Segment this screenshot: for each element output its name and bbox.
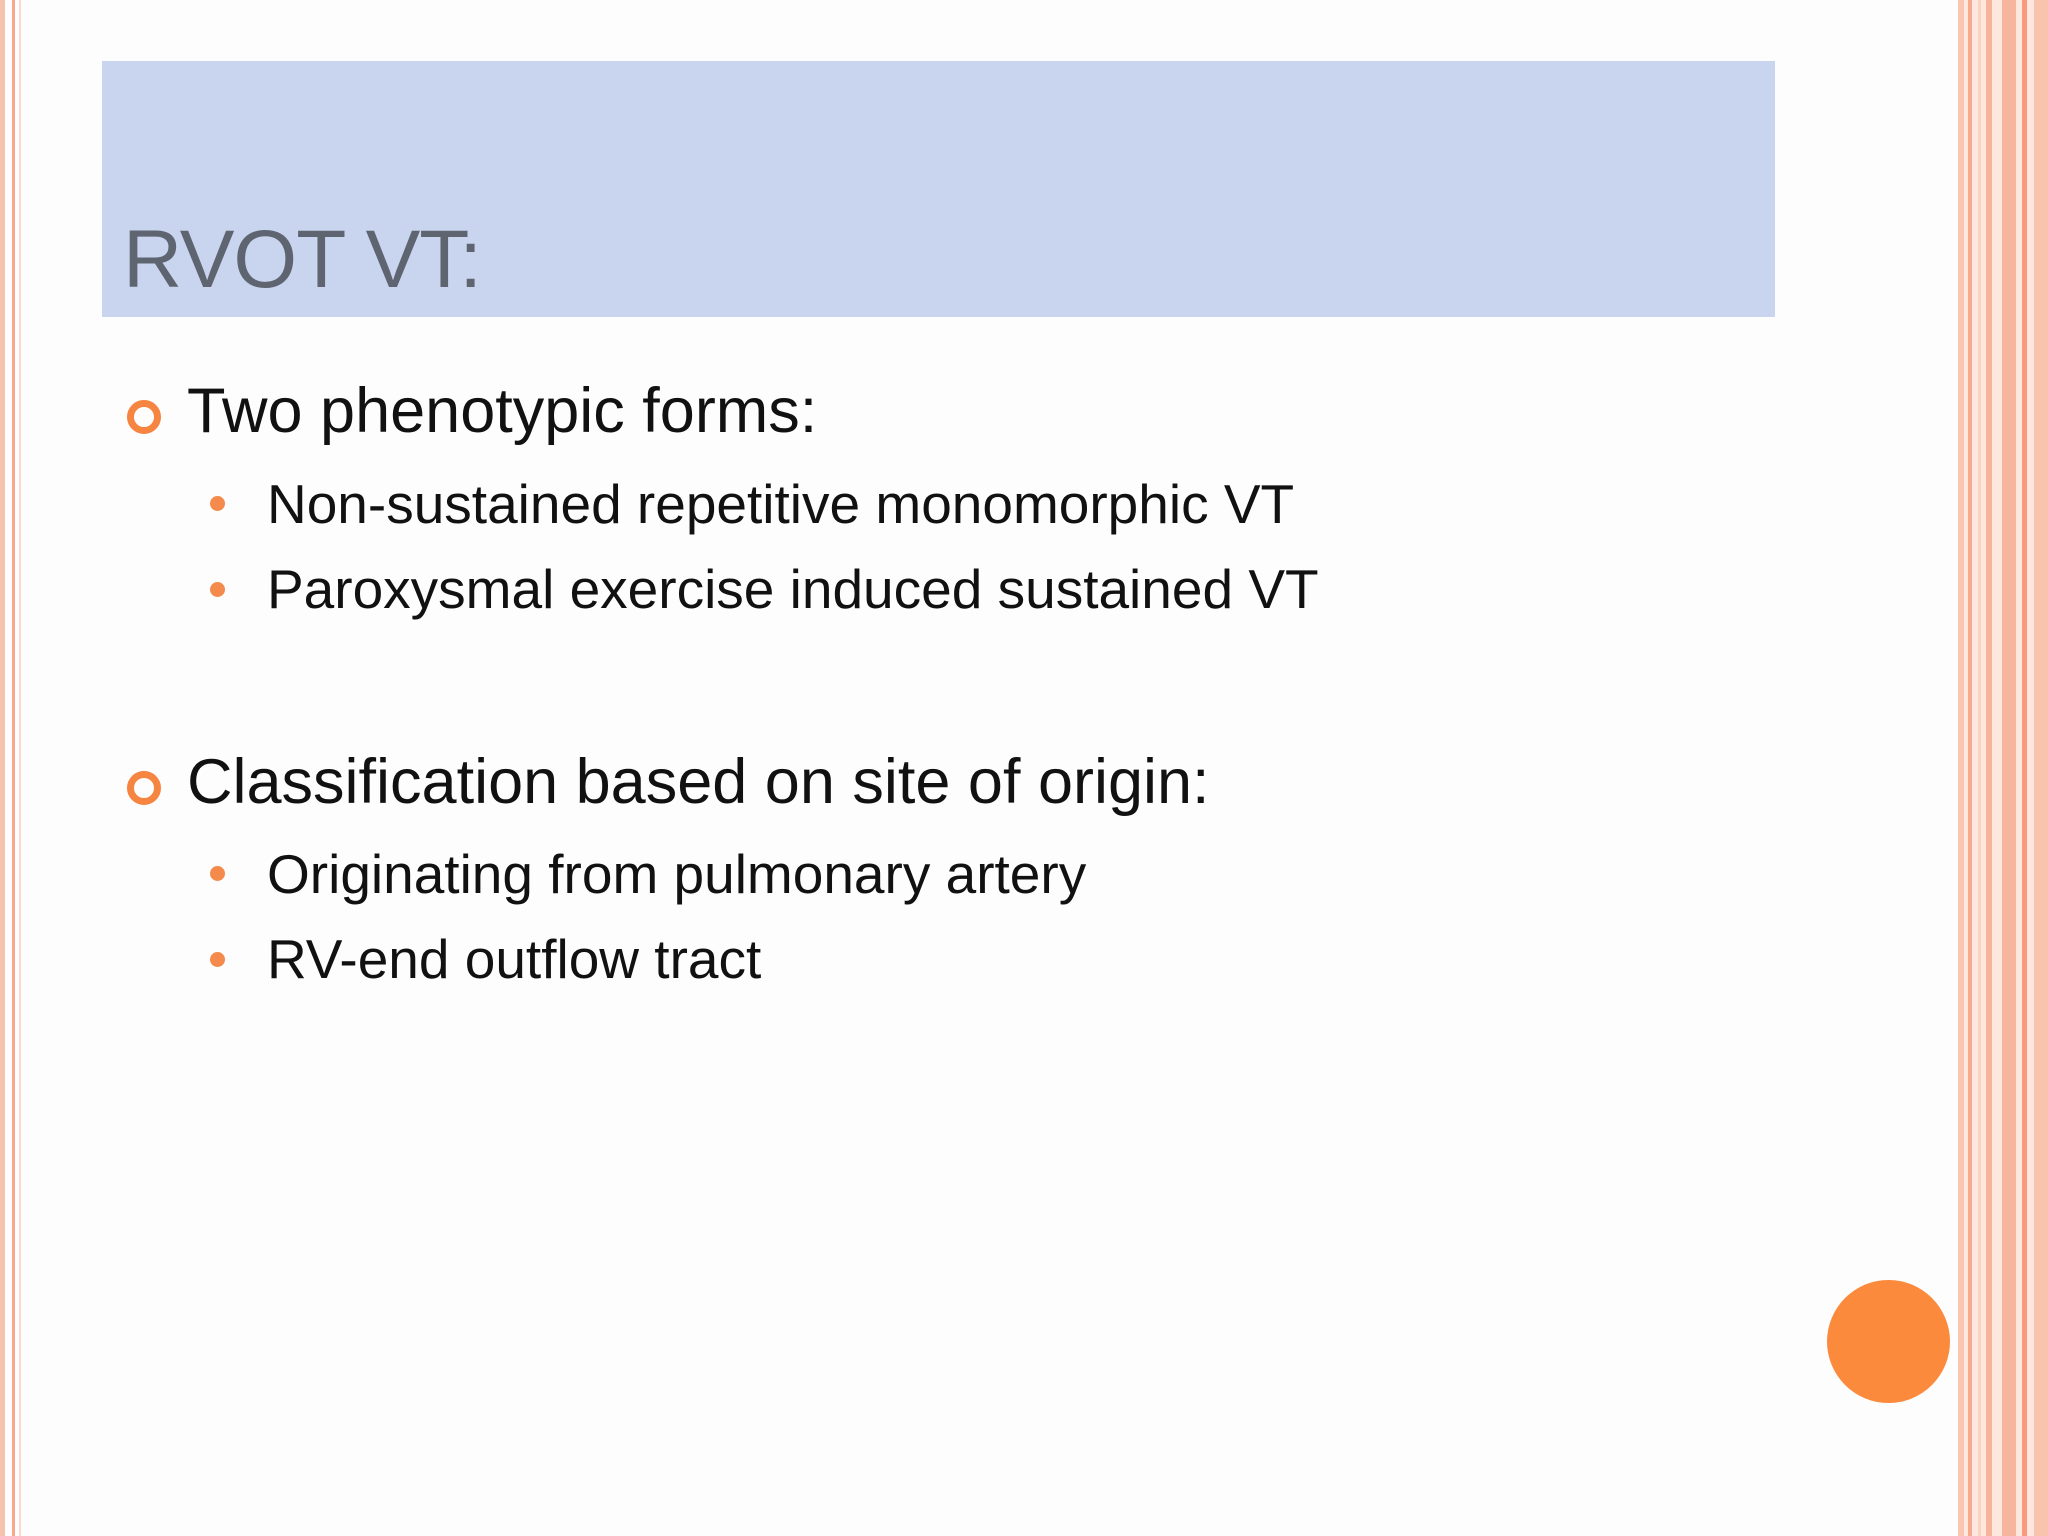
list-item: Paroxysmal exercise induced sustained VT <box>267 558 1319 620</box>
dot-bullet-icon <box>210 582 225 597</box>
right-border-stripe <box>1958 0 1964 1536</box>
list-item: RV-end outflow tract <box>267 928 762 990</box>
right-border-stripe <box>2022 0 2027 1536</box>
right-border-stripe <box>2034 0 2048 1536</box>
ring-bullet-icon <box>127 400 161 434</box>
section-heading: Classification based on site of origin: <box>187 747 1210 817</box>
left-border-line <box>12 0 15 1536</box>
right-border-stripe <box>1978 0 1981 1536</box>
right-border-stripe <box>1986 0 1992 1536</box>
dot-bullet-icon <box>210 952 225 967</box>
slide-title: RVOT VT: <box>123 214 482 305</box>
dot-bullet-icon <box>210 496 225 511</box>
list-item: Non-sustained repetitive monomorphic VT <box>267 473 1295 535</box>
ring-bullet-icon <box>127 771 161 805</box>
left-border-line <box>19 0 21 1536</box>
right-border-stripe <box>2002 0 2016 1536</box>
left-border-line <box>0 0 5 1536</box>
section-heading: Two phenotypic forms: <box>187 376 818 446</box>
right-border-stripe <box>1968 0 1972 1536</box>
dot-bullet-icon <box>210 866 225 881</box>
orange-circle <box>1827 1280 1950 1403</box>
list-item: Originating from pulmonary artery <box>267 843 1087 905</box>
